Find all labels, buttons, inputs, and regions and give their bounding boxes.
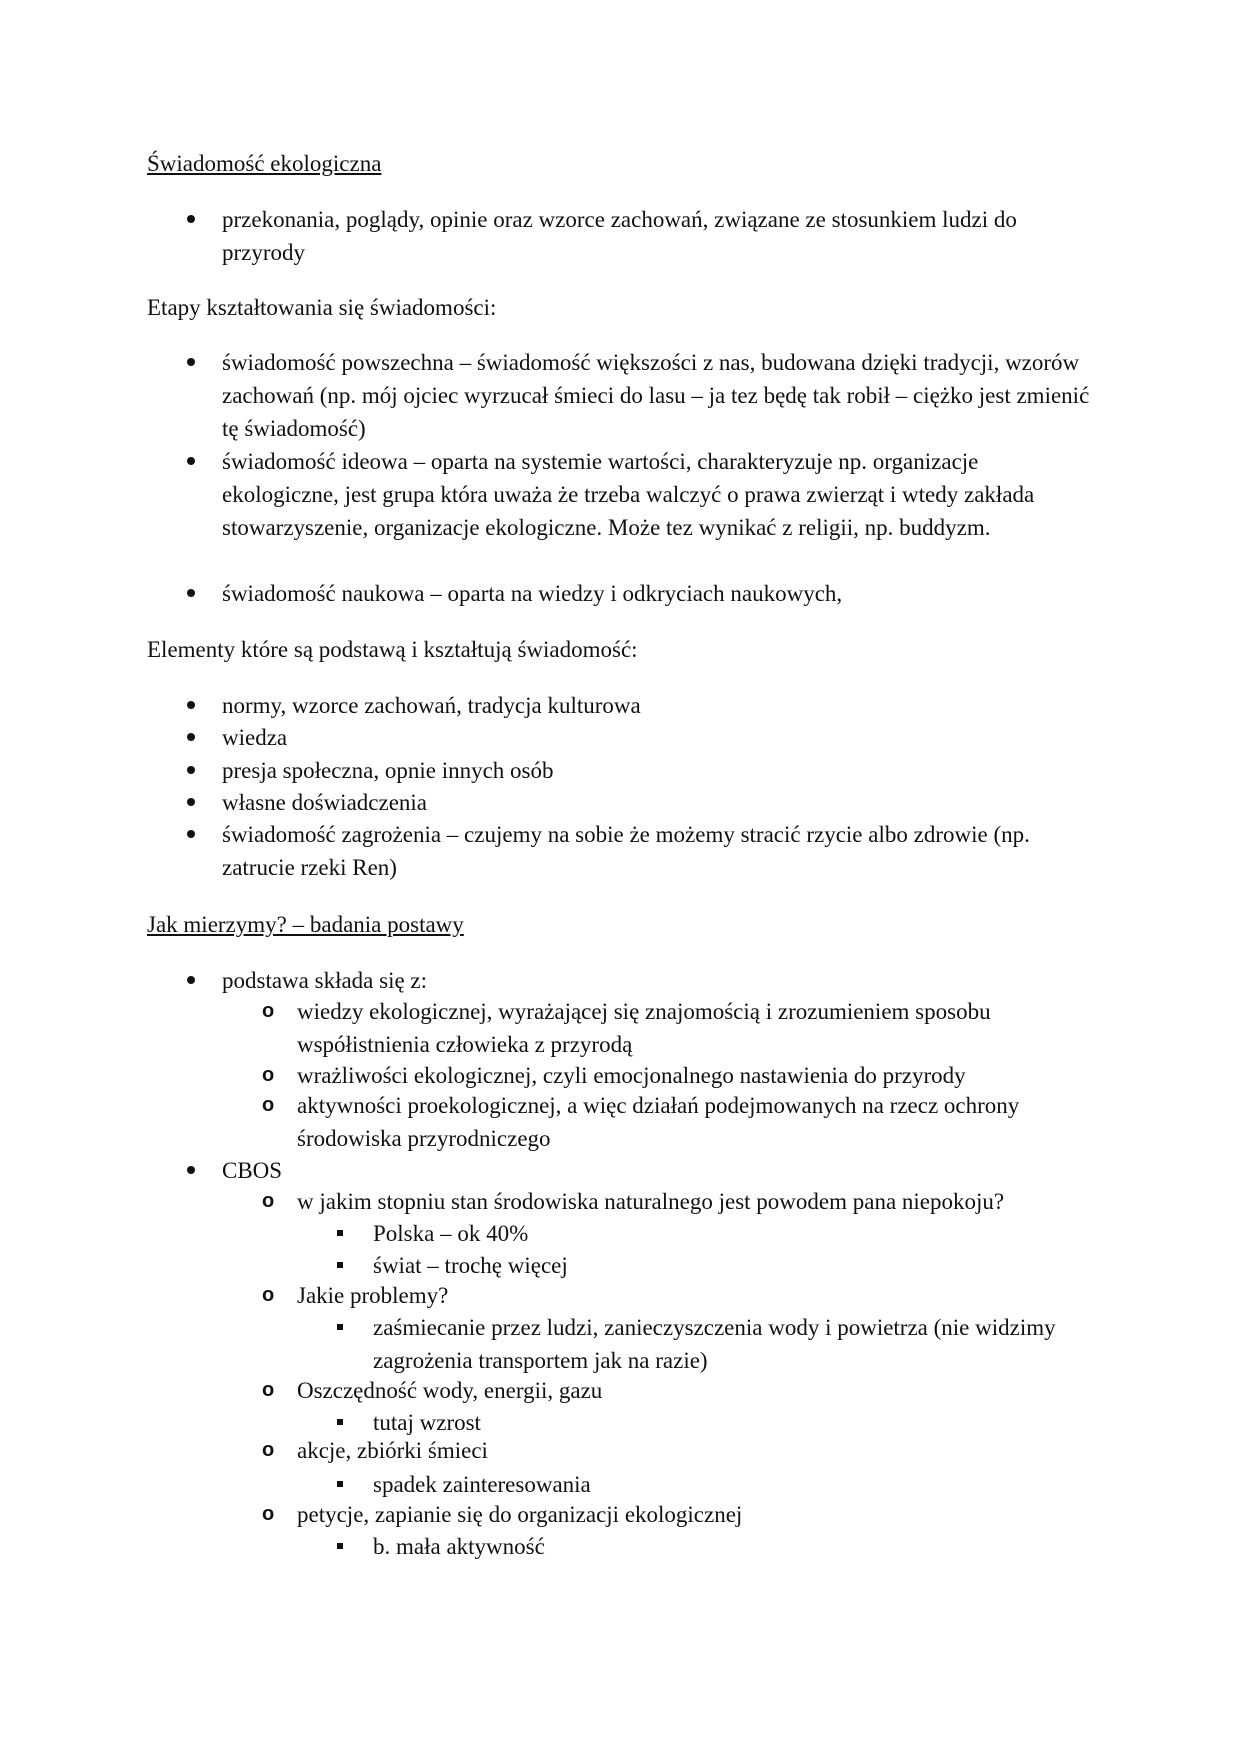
circle-bullet-icon: o <box>262 1439 275 1461</box>
bullet-icon <box>187 766 195 774</box>
sub-item: Jakie problemy? <box>297 1283 449 1308</box>
bullet-icon <box>187 358 195 366</box>
bullet-icon <box>187 701 195 709</box>
circle-bullet-icon: o <box>262 1284 275 1306</box>
sub-item: aktywności proekologicznej, a więc działań podejmowanych na rzecz ochrony środowiska przyrodniczego <box>297 1093 1020 1151</box>
square-bullet-icon <box>337 1543 343 1549</box>
list-item: podstawa składa się z: <box>222 968 428 993</box>
square-bullet-icon <box>337 1262 343 1268</box>
circle-bullet-icon: o <box>262 1503 275 1525</box>
sub-item: akcje, zbiórki śmieci <box>297 1438 488 1463</box>
sub-sub-item: spadek zainteresowania <box>373 1472 591 1497</box>
bullet-icon <box>187 457 195 465</box>
sub-item: wrażliwości ekologicznej, czyli emocjonalnego nastawienia do przyrody <box>297 1063 966 1088</box>
list-item: CBOS <box>222 1158 283 1183</box>
bullet-icon <box>187 589 195 597</box>
bullet-icon <box>187 798 195 806</box>
list-item: normy, wzorce zachowań, tradycja kulturowa <box>222 693 641 718</box>
circle-bullet-icon: o <box>262 1064 275 1086</box>
section-heading-etapy: Etapy kształtowania się świadomości: <box>147 295 497 320</box>
sub-sub-item: świat – trochę więcej <box>373 1253 568 1278</box>
list-item: świadomość ideowa – oparta na systemie wartości, charakteryzuje np. organizacje ekologiczne, jest grupa która uważa że trzeba walczyć o prawa zwierząt i wtedy zakłada stowarzyszenie, organizacje ekologiczne. Może tez wynikać z religii, np. buddyzm. <box>222 449 1035 540</box>
list-item: presja społeczna, opnie innych osób <box>222 758 554 783</box>
sub-item: petycje, zapianie się do organizacji ekologicznej <box>297 1502 743 1527</box>
list-item: własne doświadczenia <box>222 790 428 815</box>
sub-sub-item: Polska – ok 40% <box>373 1221 529 1246</box>
circle-bullet-icon: o <box>262 1190 275 1212</box>
square-bullet-icon <box>337 1419 343 1425</box>
sub-sub-item: zaśmiecanie przez ludzi, zanieczyszczenia wody i powietrza (nie widzimy zagrożenia transportem jak na razie) <box>373 1315 1056 1373</box>
list-item: wiedza <box>222 725 288 750</box>
bullet-icon <box>187 1166 195 1174</box>
definition-item: przekonania, poglądy, opinie oraz wzorce zachowań, związane ze stosunkiem ludzi do przyrody <box>222 207 1017 265</box>
section-heading-jak: Jak mierzymy? – badania postawy <box>147 912 464 937</box>
sub-item: Oszczędność wody, energii, gazu <box>297 1378 603 1403</box>
sub-sub-item: b. mała aktywność <box>373 1534 545 1559</box>
circle-bullet-icon: o <box>262 1094 275 1116</box>
list-item: świadomość naukowa – oparta na wiedzy i odkryciach naukowych, <box>222 581 843 606</box>
sub-sub-item: tutaj wzrost <box>373 1410 481 1435</box>
list-item: świadomość powszechna – świadomość większości z nas, budowana dzięki tradycji, wzorów zachowań (np. mój ojciec wyrzucał śmieci do lasu – ja tez będę tak robił – ciężko jest zmienić tę świadomość) <box>222 350 1090 441</box>
bullet-icon <box>187 733 195 741</box>
sub-item: wiedzy ekologicznej, wyrażającej się znajomością i zrozumieniem sposobu współistnienia człowieka z przyrodą <box>297 999 991 1057</box>
list-item: świadomość zagrożenia – czujemy na sobie że możemy stracić rzycie albo zdrowie (np. zatrucie rzeki Ren) <box>222 822 1030 880</box>
bullet-icon <box>187 215 195 223</box>
square-bullet-icon <box>337 1481 343 1487</box>
section-heading-elementy: Elementy które są podstawą i kształtują świadomość: <box>147 637 638 662</box>
square-bullet-icon <box>337 1324 343 1330</box>
bullet-icon <box>187 830 195 838</box>
document-title: Świadomość ekologiczna <box>147 151 382 176</box>
sub-item: w jakim stopniu stan środowiska naturalnego jest powodem pana niepokoju? <box>297 1189 1005 1214</box>
square-bullet-icon <box>337 1230 343 1236</box>
circle-bullet-icon: o <box>262 1379 275 1401</box>
circle-bullet-icon: o <box>262 1000 275 1022</box>
bullet-icon <box>187 976 195 984</box>
